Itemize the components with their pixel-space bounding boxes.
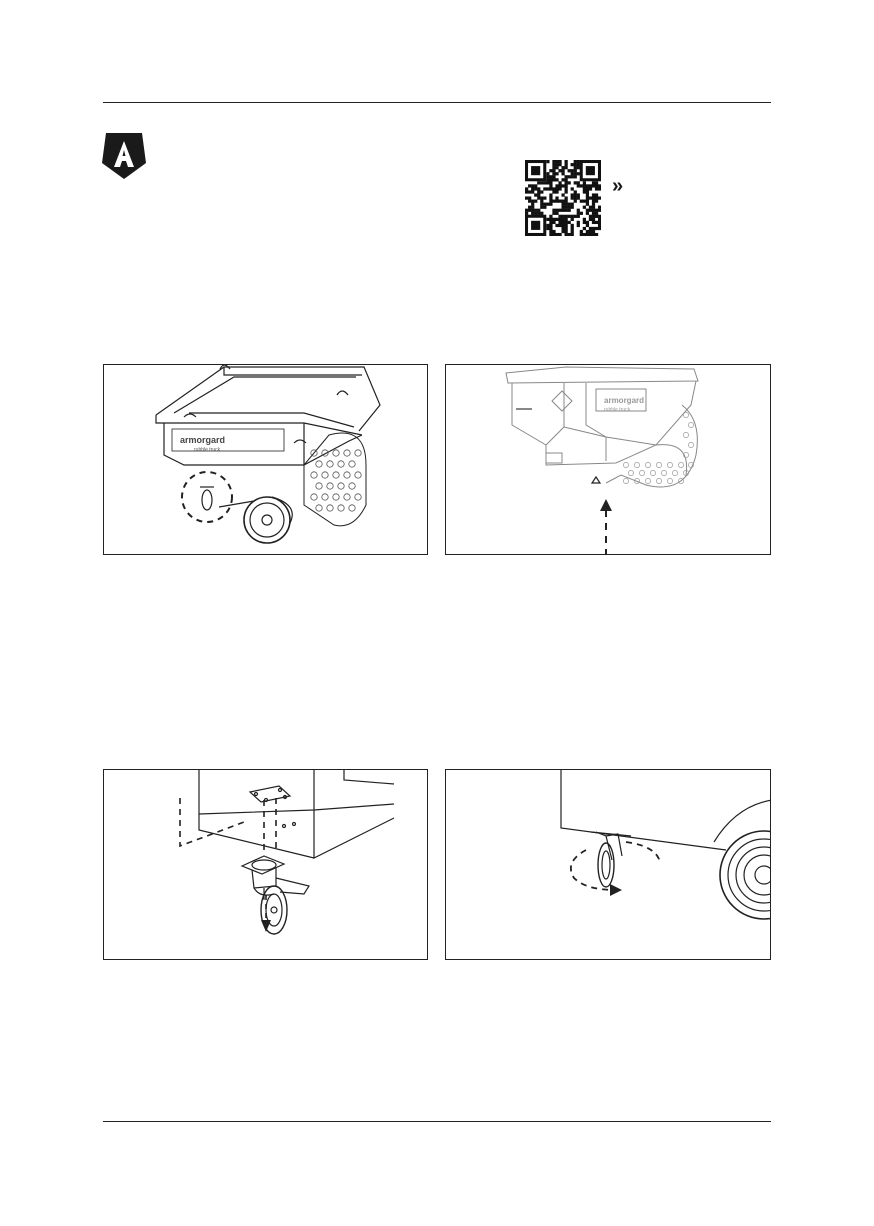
product-label: rubble truck — [604, 407, 631, 413]
top-rule — [103, 102, 771, 103]
dashed-up-arrow — [600, 499, 612, 555]
figure-step-3 — [103, 769, 428, 960]
bottom-rule — [103, 1121, 771, 1122]
brand-label: armorgard — [180, 435, 226, 445]
armorgard-a-logo-icon — [100, 133, 148, 179]
figure-step-1 — [103, 364, 428, 555]
qr-code-icon[interactable] — [525, 160, 601, 236]
figure-step-4 — [445, 769, 771, 960]
dashed-rotation-arrow — [571, 842, 660, 896]
double-chevron-right-icon: » — [612, 175, 624, 197]
figure-step-2 — [445, 364, 771, 555]
product-label: rubble truck — [194, 447, 221, 453]
brand-label: armorgard — [604, 396, 645, 405]
